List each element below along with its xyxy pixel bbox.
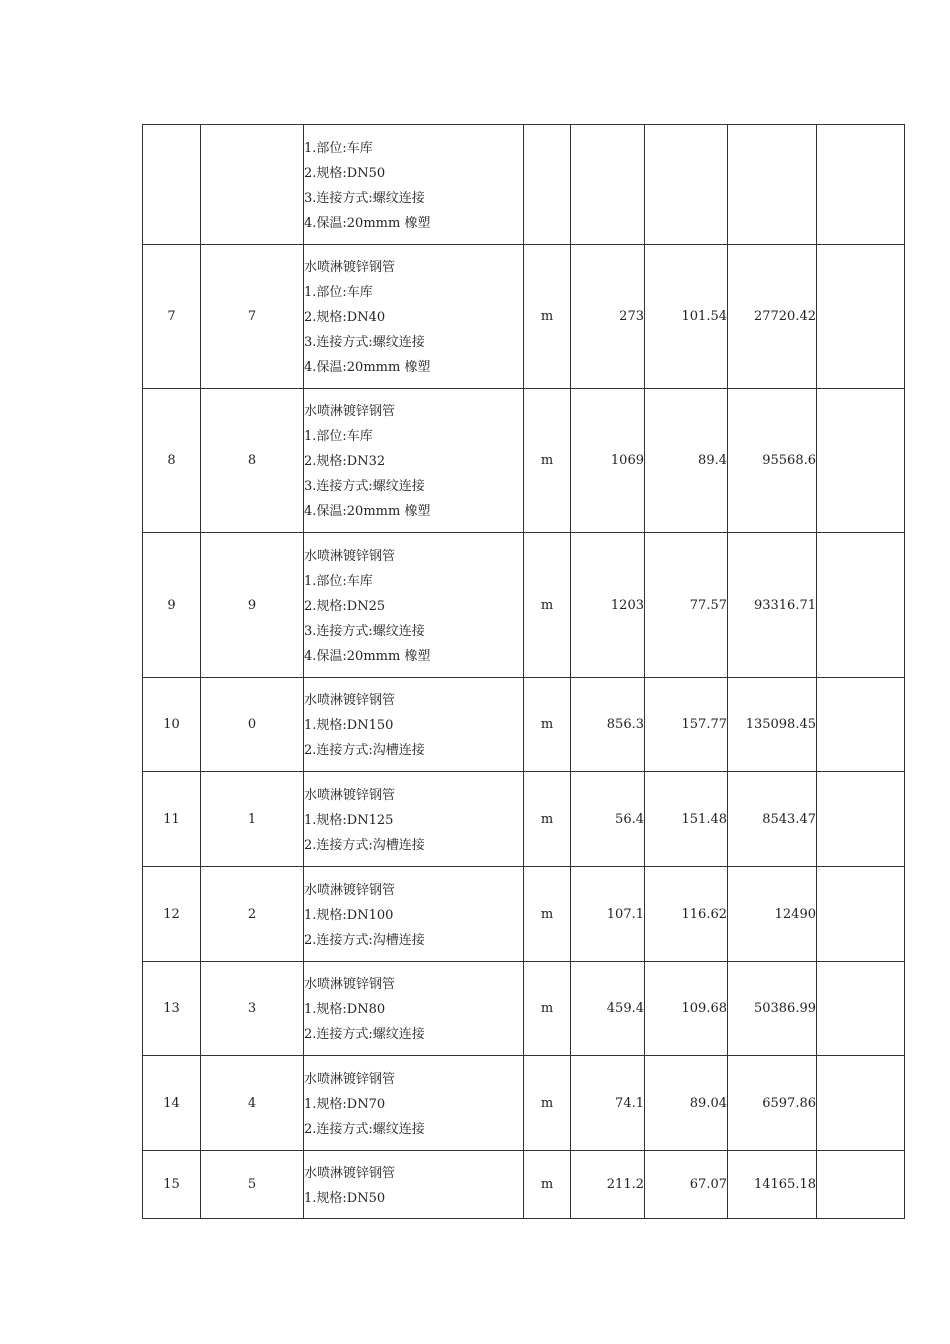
- description-line: 2.连接方式:螺纹连接: [304, 1027, 425, 1042]
- description-cell: [304, 678, 524, 772]
- seq-cell: 9: [143, 533, 201, 678]
- description-line: 1.部位:车库: [304, 285, 373, 300]
- description-line: 4.保温:20mmm 橡塑: [304, 648, 431, 664]
- table-row: [143, 125, 905, 245]
- table-row: [143, 772, 905, 867]
- seq-cell: 12: [143, 867, 201, 962]
- code-cell: [201, 125, 304, 245]
- description-cell: [304, 245, 524, 389]
- description-cell: [304, 772, 524, 867]
- seq-cell: 13: [143, 962, 201, 1056]
- description-line: 水喷淋镀锌钢管: [304, 260, 396, 275]
- quantity-cell: 856.3: [571, 678, 645, 772]
- note-cell: [817, 678, 905, 772]
- quantity-cell: 107.1: [571, 867, 645, 962]
- total-price-cell: 12490: [728, 867, 817, 962]
- description-line: 2.规格:DN32: [304, 454, 386, 469]
- note-cell: [817, 772, 905, 867]
- unit-cell: m: [524, 1056, 571, 1151]
- code-cell: 2: [201, 867, 304, 962]
- code-cell: 0: [201, 678, 304, 772]
- unit-cell: m: [524, 389, 571, 533]
- unit-cell: m: [524, 533, 571, 678]
- table-row: [143, 245, 905, 389]
- total-price-cell: [728, 125, 817, 245]
- table-row: [143, 962, 905, 1056]
- total-price-cell: 50386.99: [728, 962, 817, 1056]
- description-line: 3.连接方式:螺纹连接: [304, 190, 425, 206]
- bill-of-quantities-table: [142, 124, 905, 1219]
- seq-cell: 11: [143, 772, 201, 867]
- description-line: 水喷淋镀锌钢管: [304, 787, 396, 803]
- unit-price-cell: 116.62: [645, 867, 728, 962]
- description-line: 2.规格:DN40: [304, 310, 386, 325]
- seq-cell: 15: [143, 1151, 201, 1219]
- description-line: 1.规格:DN70: [304, 1096, 386, 1112]
- code-cell: 3: [201, 962, 304, 1056]
- note-cell: [817, 1151, 905, 1219]
- description-line: 4.保温:20mmm 橡塑: [304, 504, 431, 519]
- unit-cell: [524, 125, 571, 245]
- quantity-cell: 459.4: [571, 962, 645, 1056]
- description-line: 2.连接方式:沟槽连接: [304, 743, 425, 758]
- description-cell: [304, 389, 524, 533]
- total-price-cell: 27720.42: [728, 245, 817, 389]
- description-line: 2.连接方式:沟槽连接: [304, 837, 425, 853]
- unit-cell: m: [524, 1151, 571, 1219]
- table-body: [143, 125, 905, 1219]
- quantity-cell: 273: [571, 245, 645, 389]
- table-row: [143, 389, 905, 533]
- description-line: 2.连接方式:沟槽连接: [304, 932, 425, 948]
- note-cell: [817, 1056, 905, 1151]
- description-line: 水喷淋镀锌钢管: [304, 548, 396, 564]
- unit-price-cell: 151.48: [645, 772, 728, 867]
- code-cell: 5: [201, 1151, 304, 1219]
- seq-cell: 8: [143, 389, 201, 533]
- description-line: 3.连接方式:螺纹连接: [304, 479, 425, 494]
- description-line: 2.连接方式:螺纹连接: [304, 1121, 425, 1137]
- table-row: [143, 533, 905, 678]
- total-price-cell: 6597.86: [728, 1056, 817, 1151]
- total-price-cell: 93316.71: [728, 533, 817, 678]
- description-cell: [304, 125, 524, 245]
- description-cell: [304, 533, 524, 678]
- description-line: 水喷淋镀锌钢管: [304, 977, 396, 992]
- table-row: [143, 867, 905, 962]
- note-cell: [817, 245, 905, 389]
- seq-cell: 14: [143, 1056, 201, 1151]
- unit-price-cell: 101.54: [645, 245, 728, 389]
- description-line: 2.规格:DN25: [304, 598, 386, 614]
- total-price-cell: 8543.47: [728, 772, 817, 867]
- total-price-cell: 95568.6: [728, 389, 817, 533]
- unit-price-cell: 67.07: [645, 1151, 728, 1219]
- description-line: 4.保温:20mmm 橡塑: [304, 215, 431, 231]
- unit-cell: m: [524, 772, 571, 867]
- description-line: 3.连接方式:螺纹连接: [304, 335, 425, 350]
- unit-price-cell: 89.4: [645, 389, 728, 533]
- note-cell: [817, 389, 905, 533]
- description-line: 1.规格:DN50: [304, 1190, 386, 1206]
- table-row: [143, 1056, 905, 1151]
- seq-cell: 10: [143, 678, 201, 772]
- unit-price-cell: 77.57: [645, 533, 728, 678]
- quantity-cell: 56.4: [571, 772, 645, 867]
- description-cell: [304, 1151, 524, 1219]
- description-line: 水喷淋镀锌钢管: [304, 882, 396, 898]
- description-cell: [304, 867, 524, 962]
- description-line: 1.规格:DN125: [304, 812, 394, 828]
- quantity-cell: 211.2: [571, 1151, 645, 1219]
- quantity-cell: 74.1: [571, 1056, 645, 1151]
- table-row: [143, 1151, 905, 1219]
- code-cell: 4: [201, 1056, 304, 1151]
- code-cell: 9: [201, 533, 304, 678]
- unit-price-cell: [645, 125, 728, 245]
- description-line: 水喷淋镀锌钢管: [304, 1165, 396, 1181]
- description-line: 水喷淋镀锌钢管: [304, 1071, 396, 1087]
- note-cell: [817, 867, 905, 962]
- description-line: 水喷淋镀锌钢管: [304, 404, 396, 419]
- description-line: 4.保温:20mmm 橡塑: [304, 360, 431, 375]
- description-line: 1.规格:DN150: [304, 718, 394, 733]
- note-cell: [817, 962, 905, 1056]
- unit-price-cell: 157.77: [645, 678, 728, 772]
- unit-cell: m: [524, 962, 571, 1056]
- unit-cell: m: [524, 245, 571, 389]
- quantity-cell: 1203: [571, 533, 645, 678]
- note-cell: [817, 125, 905, 245]
- description-cell: [304, 962, 524, 1056]
- total-price-cell: 135098.45: [728, 678, 817, 772]
- description-cell: [304, 1056, 524, 1151]
- code-cell: 8: [201, 389, 304, 533]
- seq-cell: 7: [143, 245, 201, 389]
- code-cell: 1: [201, 772, 304, 867]
- description-line: 3.连接方式:螺纹连接: [304, 623, 425, 639]
- description-line: 1.部位:车库: [304, 140, 373, 156]
- quantity-cell: 1069: [571, 389, 645, 533]
- description-line: 1.规格:DN100: [304, 907, 394, 923]
- table-row: [143, 678, 905, 772]
- note-cell: [817, 533, 905, 678]
- description-line: 2.规格:DN50: [304, 165, 386, 181]
- description-line: 1.部位:车库: [304, 429, 373, 444]
- description-line: 1.规格:DN80: [304, 1002, 386, 1017]
- unit-price-cell: 109.68: [645, 962, 728, 1056]
- unit-cell: m: [524, 867, 571, 962]
- description-line: 1.部位:车库: [304, 573, 373, 589]
- description-line: 水喷淋镀锌钢管: [304, 693, 396, 708]
- code-cell: 7: [201, 245, 304, 389]
- unit-cell: m: [524, 678, 571, 772]
- unit-price-cell: 89.04: [645, 1056, 728, 1151]
- total-price-cell: 14165.18: [728, 1151, 817, 1219]
- seq-cell: [143, 125, 201, 245]
- quantity-cell: [571, 125, 645, 245]
